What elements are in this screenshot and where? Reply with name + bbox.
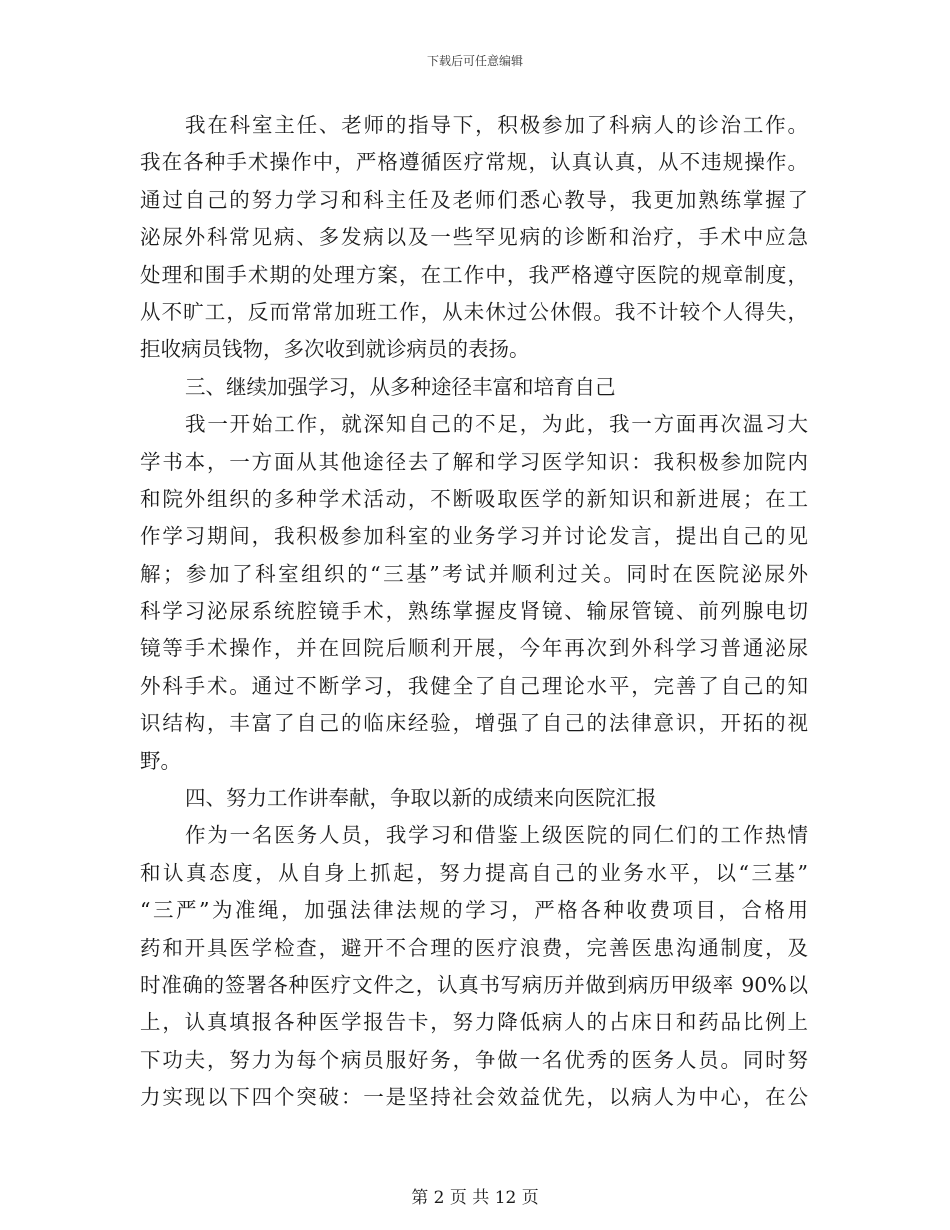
- body-line: 作学习期间，我积极参加科室的业务学习并讨论发言，提出自己的见: [140, 524, 808, 549]
- body-line: 力实现以下四个突破：一是坚持社会效益优先，以病人为中心，在公: [140, 1085, 808, 1110]
- body-line: 解；参加了科室组织的“三基”考试并顺利过关。同时在医院泌尿外: [140, 561, 808, 586]
- page-header-note: 下载后可任意编辑: [426, 54, 523, 68]
- page-number: 第 2 页 共 12 页: [411, 1188, 539, 1208]
- body-line: 四、努力工作讲奉献，争取以新的成绩来向医院汇报: [185, 786, 657, 811]
- body-line: 我在科室主任、老师的指导下，积极参加了科病人的诊治工作。: [185, 113, 808, 137]
- body-line: 我一开始工作，就深知自己的不足，为此，我一方面再次温习大: [185, 412, 808, 437]
- body-line: 药和开具医学检查，避开不合理的医疗浪费，完善医患沟通制度，及: [140, 935, 808, 960]
- body-line: 和院外组织的多种学术活动，不断吸取医学的新知识和新进展；在工: [140, 486, 808, 511]
- body-line: 通过自己的努力学习和科主任及老师们悉心教导，我更加熟练掌握了: [140, 187, 808, 212]
- body-line: 我在各种手术操作中，严格遵循医疗常规，认真认真，从不违规操作。: [140, 150, 808, 175]
- body-line: 处理和围手术期的处理方案，在工作中，我严格遵守医院的规章制度，: [140, 262, 808, 287]
- body-line: 学书本，一方面从其他途径去了解和学习医学知识：我积极参加院内: [140, 449, 808, 474]
- body-line: 外科手术。通过不断学习，我健全了自己理论水平，完善了自己的知: [140, 673, 808, 698]
- body-line: 从不旷工，反而常常加班工作，从未休过公休假。我不计较个人得失，: [140, 299, 808, 324]
- body-line: 泌尿外科常见病、多发病以及一些罕见病的诊断和治疗，手术中应急: [140, 225, 808, 250]
- body-line: 野。: [140, 748, 181, 773]
- body-line: “三严”为准绳，加强法律法规的学习，严格各种收费项目，合格用: [140, 898, 808, 923]
- document-body: [140, 107, 808, 1117]
- body-line: 科学习泌尿系统腔镜手术，熟练掌握皮肾镜、输尿管镜、前列腺电切: [140, 599, 808, 624]
- body-line: 镜等手术操作，并在回院后顺利开展，今年再次到外科学习普通泌尿: [140, 636, 808, 661]
- body-line: 和认真态度，从自身上抓起，努力提高自己的业务水平，以“三基”: [140, 860, 808, 885]
- body-line: 作为一名医务人员，我学习和借鉴上级医院的同仁们的工作热情: [185, 823, 808, 848]
- body-line: 三、继续加强学习，从多种途径丰富和培育自己: [185, 374, 616, 399]
- body-line: 时准确的签署各种医疗文件之，认真书写病历并做到病历甲级率 90%以: [140, 972, 808, 997]
- body-line: 识结构，丰富了自己的临床经验，增强了自己的法律意识，开拓的视: [140, 711, 808, 736]
- body-line: 上，认真填报各种医学报告卡，努力降低病人的占床日和药品比例上: [140, 1010, 808, 1035]
- body-line: 下功夫，努力为每个病员服好务，争做一名优秀的医务人员。同时努: [140, 1047, 808, 1072]
- body-line: 拒收病员钱物，多次收到就诊病员的表扬。: [140, 337, 530, 362]
